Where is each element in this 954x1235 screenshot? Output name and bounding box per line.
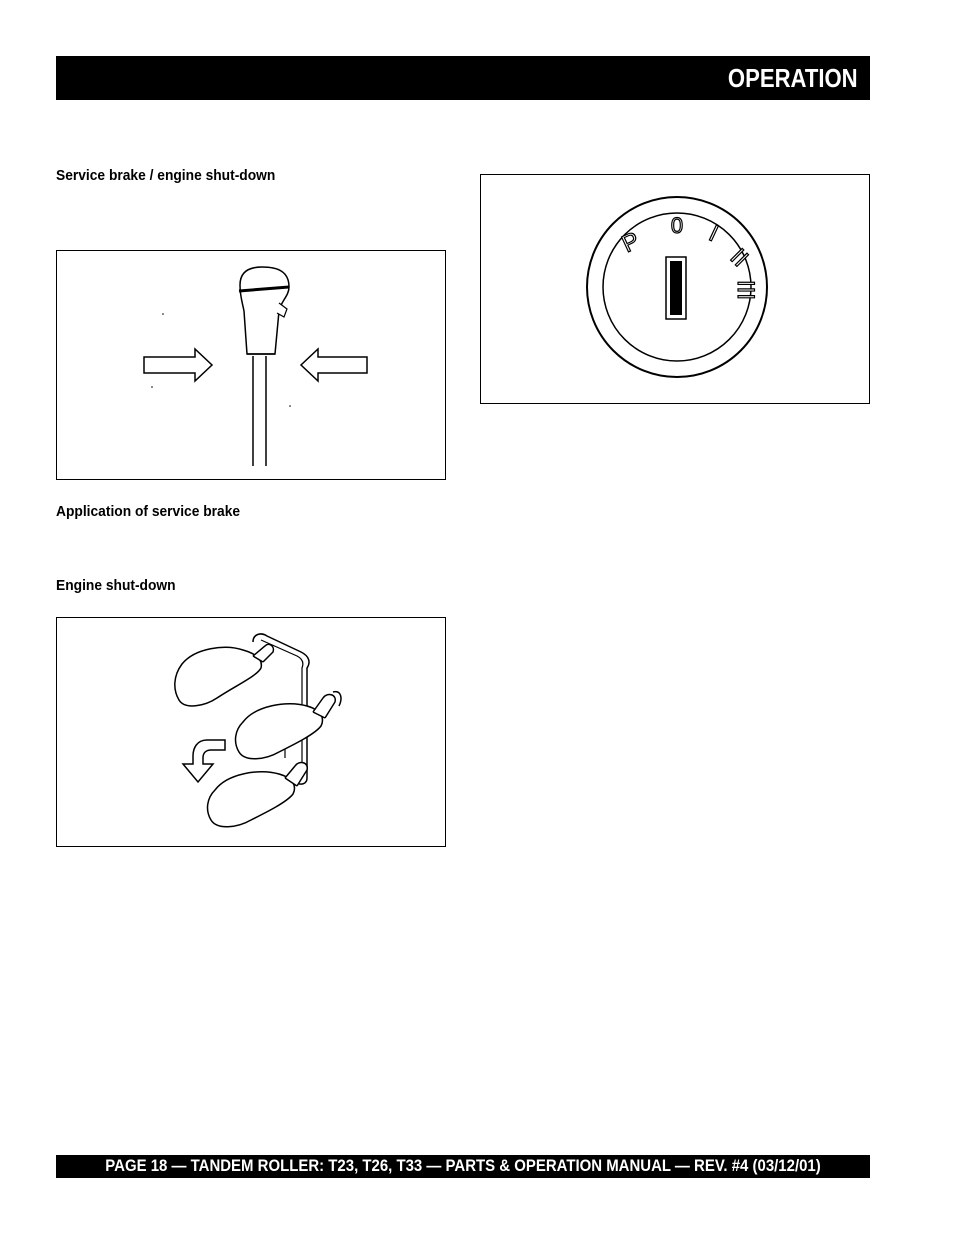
- footer-bar: [56, 1155, 870, 1178]
- figure-brake-lever: [56, 250, 446, 480]
- ignition-position-p: P: [617, 226, 644, 259]
- ignition-position-i: I: [704, 219, 723, 248]
- ignition-switch-illustration: [481, 175, 871, 405]
- figure-ignition-switch: [480, 174, 870, 404]
- ignition-position-0: 0: [670, 213, 684, 238]
- ignition-position-ii: II: [724, 243, 754, 273]
- ignition-position-iii: III: [732, 279, 759, 301]
- brake-lever-illustration: [57, 251, 447, 481]
- shutdown-lever-illustration: [57, 618, 447, 848]
- header-bar: [56, 56, 870, 100]
- footer-text: PAGE 18 — TANDEM ROLLER: T23, T26, T33 — PARTS & OPERATION MANUAL — REV. #4 (03/12/01): [105, 1156, 821, 1175]
- page-title: OPERATION: [728, 63, 858, 93]
- figure-shutdown-lever: [56, 617, 446, 847]
- caption-application: Application of service brake: [56, 503, 241, 520]
- caption-shutdown: Engine shut-down: [56, 577, 176, 594]
- caption-service-brake: Service brake / engine shut-down: [56, 167, 276, 184]
